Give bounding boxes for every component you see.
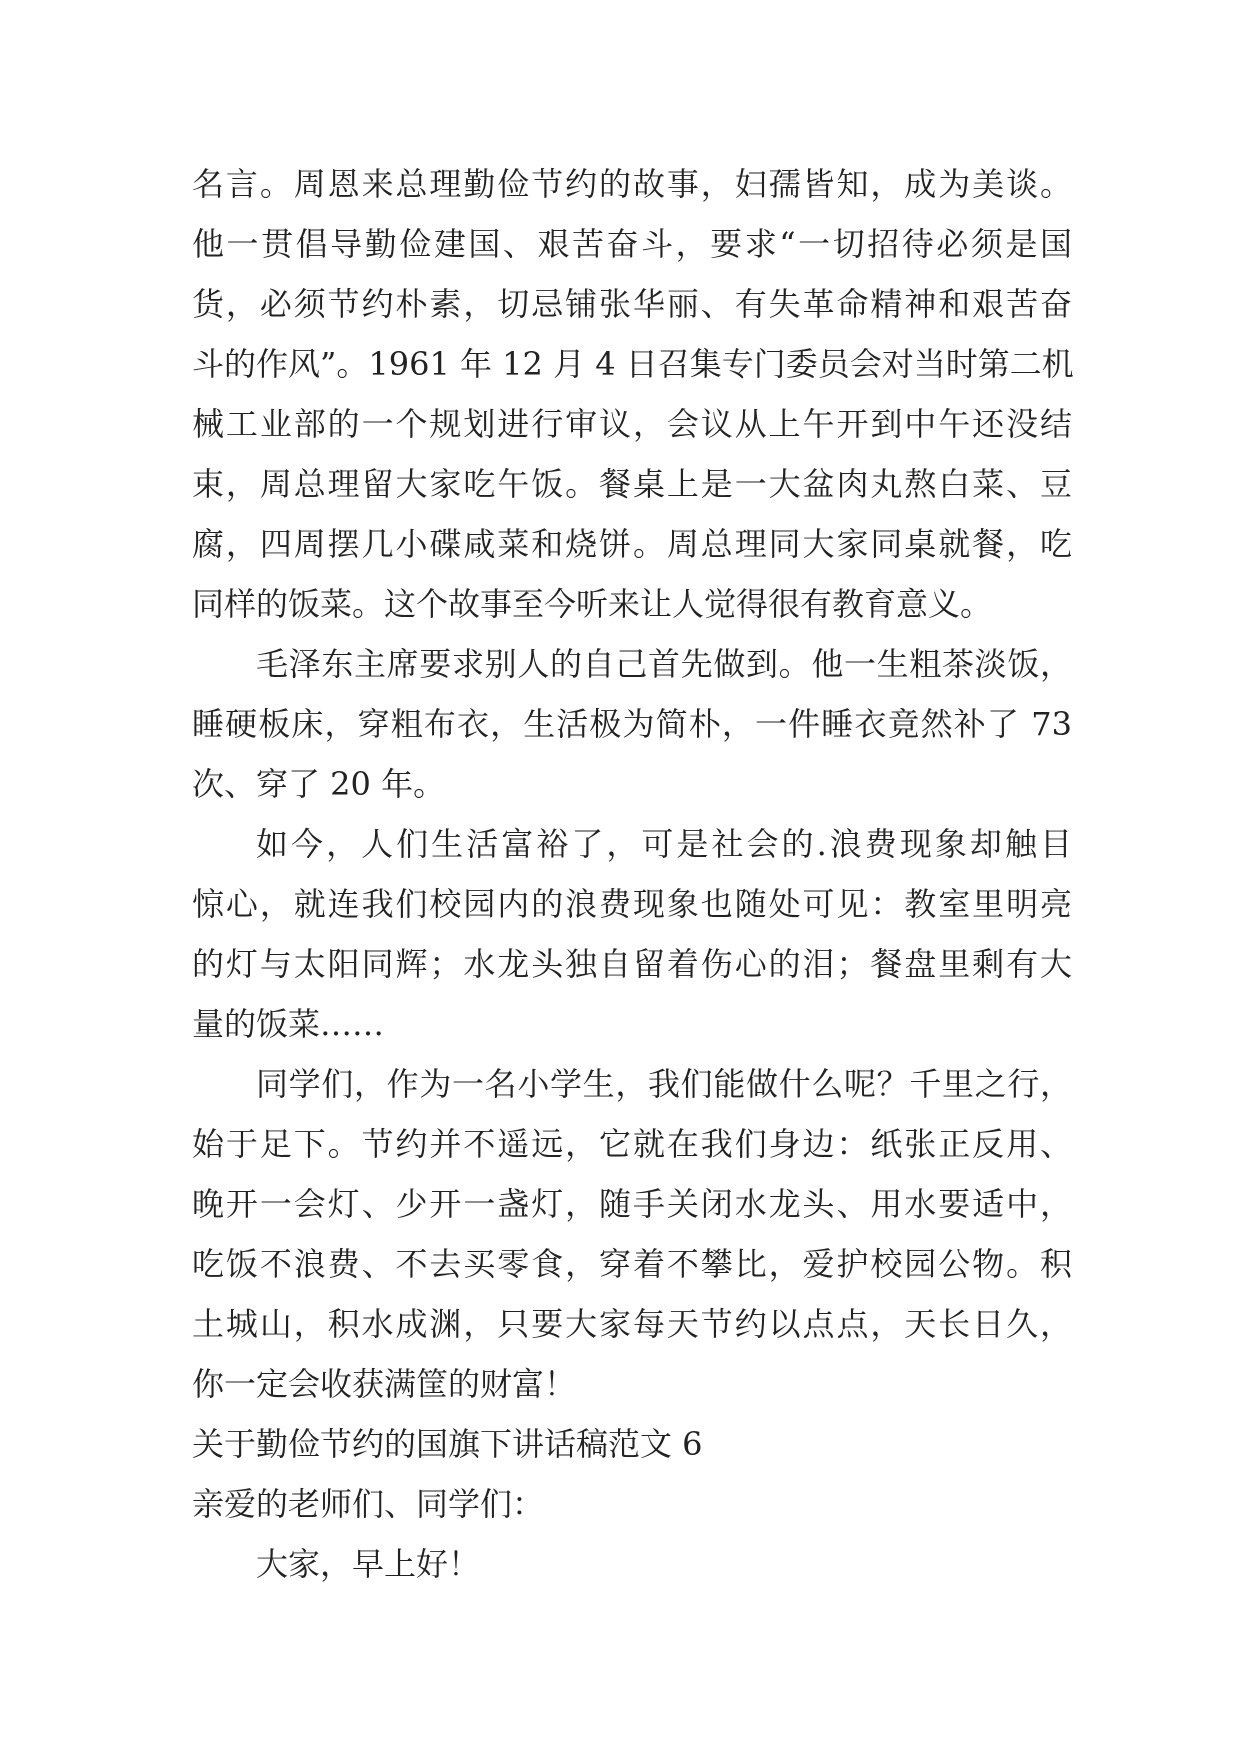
text-line: 睡硬板床，穿粗布衣，生活极为简朴，一件睡衣竟然补了 73 xyxy=(192,705,1072,743)
document-body xyxy=(192,154,1072,1594)
text-line: 腐，四周摆几小碟咸菜和烧饼。周总理同大家同桌就餐，吃 xyxy=(192,525,1072,563)
text-line: 次、穿了 20 年。 xyxy=(192,765,446,803)
text-line: 的灯与太阳同辉；水龙头独自留着伤心的泪；餐盘里剩有大 xyxy=(192,945,1072,983)
text-line: 他一贯倡导勤俭建国、艰苦奋斗，要求“一切招待必须是国 xyxy=(192,225,1072,263)
text-line: 始于足下。节约并不遥远，它就在我们身边：纸张正反用、 xyxy=(192,1125,1072,1163)
text-line: 货，必须节约朴素，切忌铺张华丽、有失革命精神和艰苦奋 xyxy=(192,285,1072,323)
text-line: 土城山，积水成渊，只要大家每天节约以点点，天长日久， xyxy=(192,1305,1072,1343)
text-line: 械工业部的一个规划进行审议，会议从上午开到中午还没结 xyxy=(192,405,1072,443)
text-line: 惊心，就连我们校园内的浪费现象也随处可见：教室里明亮 xyxy=(192,885,1072,923)
text-line: 亲爱的老师们、同学们： xyxy=(192,1485,545,1523)
text-line: 如今，人们生活富裕了，可是社会的.浪费现象却触目 xyxy=(256,825,1072,863)
text-line: 吃饭不浪费、不去买零食，穿着不攀比，爱护校园公物。积 xyxy=(192,1245,1072,1283)
text-line: 量的饭菜…… xyxy=(192,1005,385,1043)
text-line: 斗的作风”。1961 年 12 月 4 日召集专门委员会对当时第二机 xyxy=(192,345,1074,383)
text-line: 毛泽东主席要求别人的自己首先做到。他一生粗茶淡饭， xyxy=(256,645,1072,683)
text-line: 关于勤俭节约的国旗下讲话稿范文 6 xyxy=(192,1425,703,1463)
text-line: 晚开一会灯、少开一盏灯，随手关闭水龙头、用水要适中， xyxy=(192,1185,1072,1223)
text-line: 大家，早上好！ xyxy=(256,1545,481,1583)
text-line: 名言。周恩来总理勤俭节约的故事，妇孺皆知，成为美谈。 xyxy=(192,165,1072,203)
text-line: 你一定会收获满筐的财富！ xyxy=(192,1365,577,1403)
text-line: 同样的饭菜。这个故事至今听来让人觉得很有教育意义。 xyxy=(192,585,993,623)
text-line: 同学们，作为一名小学生，我们能做什么呢？千里之行， xyxy=(256,1065,1072,1103)
text-line: 束，周总理留大家吃午饭。餐桌上是一大盆肉丸熬白菜、豆 xyxy=(192,465,1072,503)
